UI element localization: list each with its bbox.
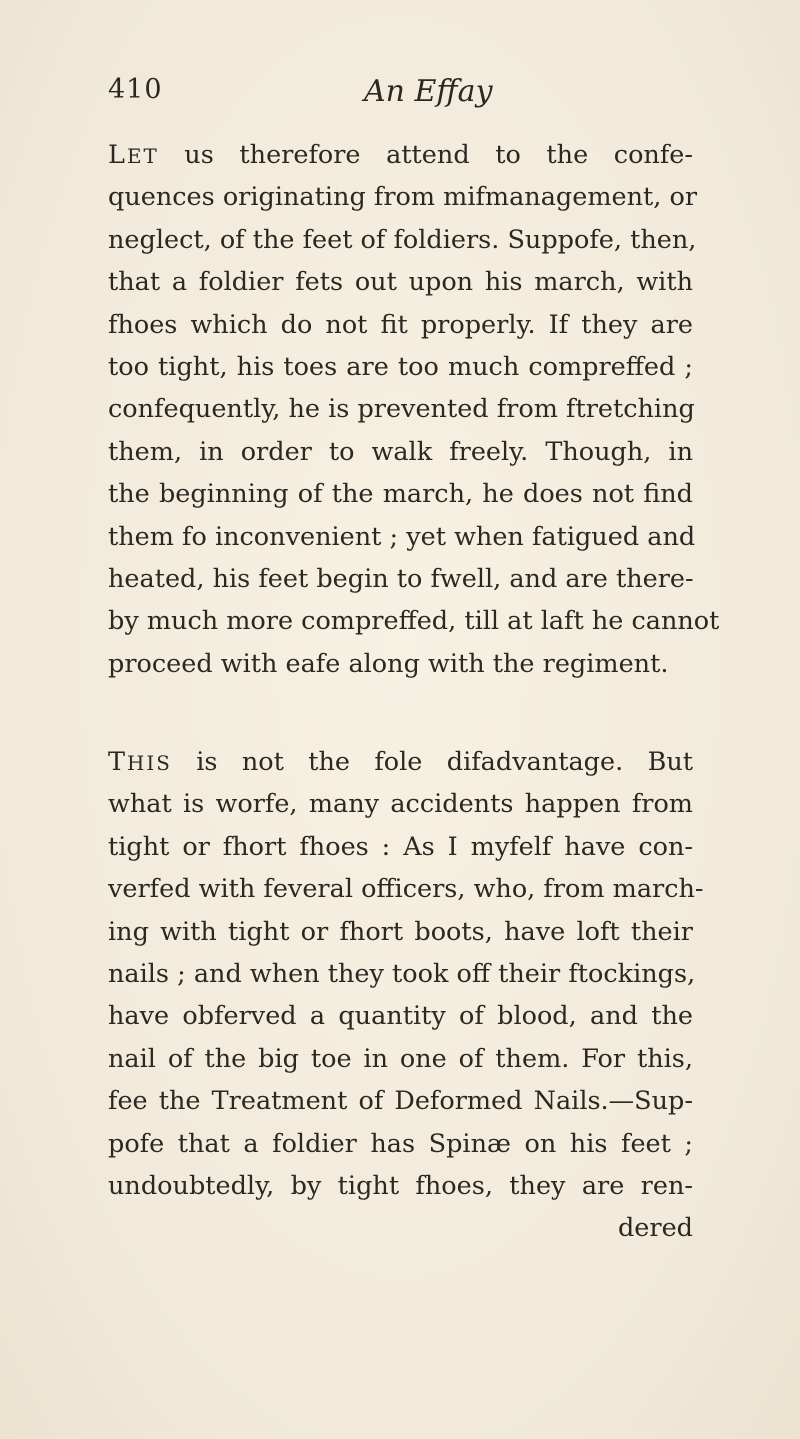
paragraph-1 [108, 134, 720, 685]
text-line: have obferved a quantity of blood, and the [108, 1001, 693, 1032]
text-line: them, in order to walk freely. Though, in [108, 436, 693, 467]
text-line: ing with tight or fhort boots, have loft their [108, 916, 693, 947]
body-text [108, 134, 720, 1250]
text-line: them fo inconvenient ; yet when fatigued and [108, 521, 696, 552]
catchword: dered [617, 1213, 693, 1244]
text-line: the beginning of the march, he does not find [108, 479, 693, 510]
text-line: confequently, he is prevented from ftretching [108, 394, 695, 425]
text-line: that a foldier fets out upon his march, with [108, 267, 693, 298]
text-line: proceed with eafe along with the regiment. [108, 648, 669, 679]
text-line: tight or fhort fhoes : As I myfelf have con- [108, 831, 693, 862]
text-line: pofe that a foldier has Spinæ on his feet ; [108, 1128, 693, 1159]
running-title: An Effay [364, 74, 493, 109]
text-line: verfed with feveral officers, who, from march- [108, 874, 704, 905]
running-head [108, 74, 708, 114]
text-line: quences originating from mifmanagement, or [108, 182, 698, 213]
page-number: 410 [108, 74, 163, 105]
text-line: fhoes which do not fit properly. If they are [108, 309, 693, 340]
text-line: neglect, of the feet of foldiers. Suppofe, then, [108, 224, 697, 255]
text-line: what is worfe, many accidents happen from [108, 789, 693, 820]
text-line: LET us therefore attend to the confe- [108, 140, 693, 170]
text-line: nail of the big toe in one of them. For this, [108, 1043, 693, 1074]
text-line: nails ; and when they took off their ftockings, [108, 959, 696, 990]
text-line: undoubtedly, by tight fhoes, they are ren- [108, 1170, 693, 1201]
text-line: too tight, his toes are too much compreffed ; [108, 351, 693, 382]
text-line: heated, his feet begin to fwell, and are there- [108, 563, 694, 594]
paragraph-2 [108, 741, 704, 1250]
text-line: fee the Treatment of Deformed Nails.—Sup- [108, 1086, 693, 1117]
text-line: THIS is not the fole difadvantage. But [108, 747, 693, 778]
text-line: by much more compreffed, till at laft he cannot [108, 606, 720, 637]
